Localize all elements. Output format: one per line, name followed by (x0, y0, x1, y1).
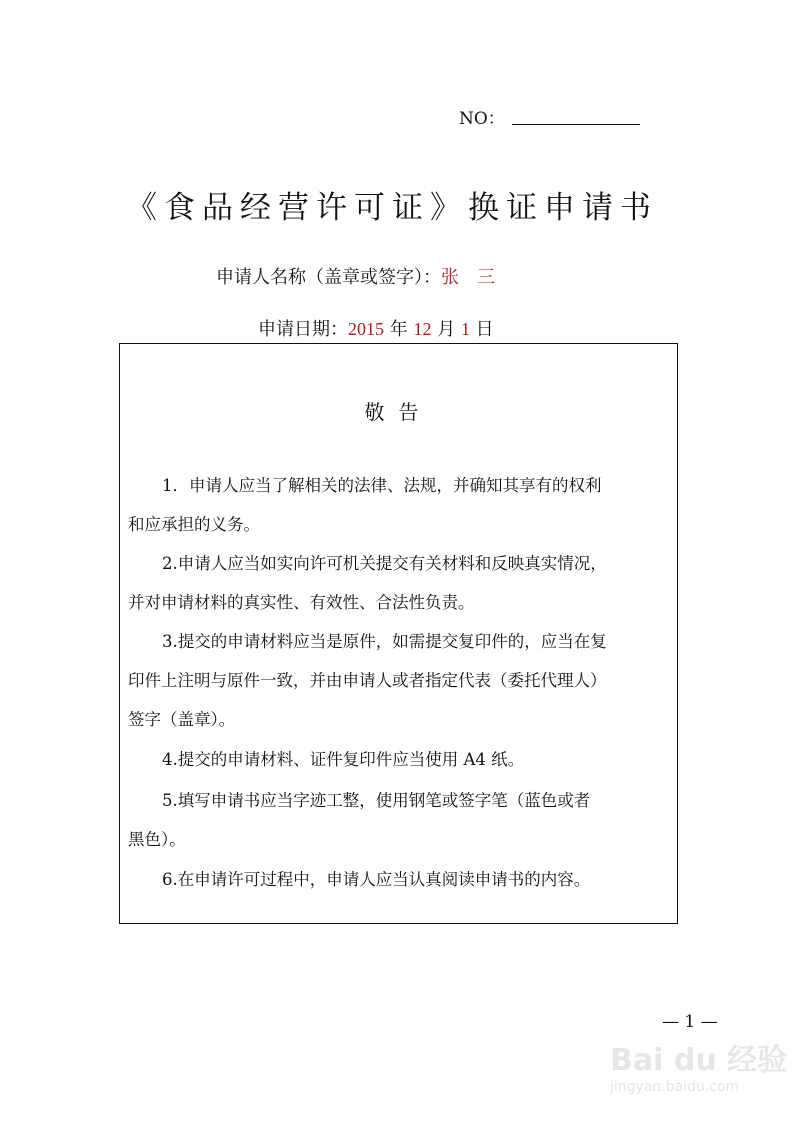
date-label: 申请日期： (258, 319, 348, 340)
watermark-logo: Bai du 经验 (610, 1043, 788, 1078)
notice-line: 印件上注明与原件一致，并由申请人或者指定代表（委托代理人） (128, 671, 607, 690)
applicant-row (216, 263, 495, 289)
baidu-watermark (610, 1035, 787, 1095)
date-day: 1 (460, 319, 470, 339)
applicant-name: 张 三 (441, 267, 495, 288)
notice-line: 并对申请材料的真实性、有效性、合法性负责。 (128, 593, 475, 612)
number-blank-line (512, 124, 640, 125)
page-title: 《食品经营许可证》换证申请书 (126, 190, 658, 226)
notice-line: 2.申请人应当如实向许可机关提交有关材料和反映真实情况， (162, 554, 607, 573)
notice-line: 6.在申请许可过程中，申请人应当认真阅读申请书的内容。 (162, 870, 591, 889)
day-unit: 日 (475, 319, 494, 340)
notice-line: 4.提交的申请材料、证件复印件应当使用 A4 纸。 (162, 750, 525, 769)
watermark-url: jingyan.baidu.com (610, 1079, 740, 1095)
notice-line: 黑色）。 (128, 830, 186, 849)
notice-line: 1．申请人应当了解相关的法律、法规，并确知其享有的权利 (162, 476, 602, 495)
date-row (258, 315, 494, 341)
date-month: 12 (413, 319, 432, 339)
notice-line: 5.填写申请书应当字迹工整，使用钢笔或签字笔（蓝色或者 (162, 791, 591, 810)
notice-title: 敬告 (364, 400, 433, 424)
date-year: 2015 (348, 319, 384, 339)
notice-box (119, 343, 678, 924)
notice-line: 和应承担的义务。 (128, 515, 260, 534)
month-unit: 月 (437, 319, 456, 340)
year-unit: 年 (389, 319, 408, 340)
applicant-label: 申请人名称（盖章或签字）： (216, 267, 441, 288)
notice-line: 签字（盖章）。 (128, 710, 236, 729)
number-label: NO： (459, 109, 505, 129)
notice-line: 3.提交的申请材料应当是原件，如需提交复印件的，应当在复 (162, 632, 607, 651)
page-number: — 1 — (662, 1012, 718, 1032)
